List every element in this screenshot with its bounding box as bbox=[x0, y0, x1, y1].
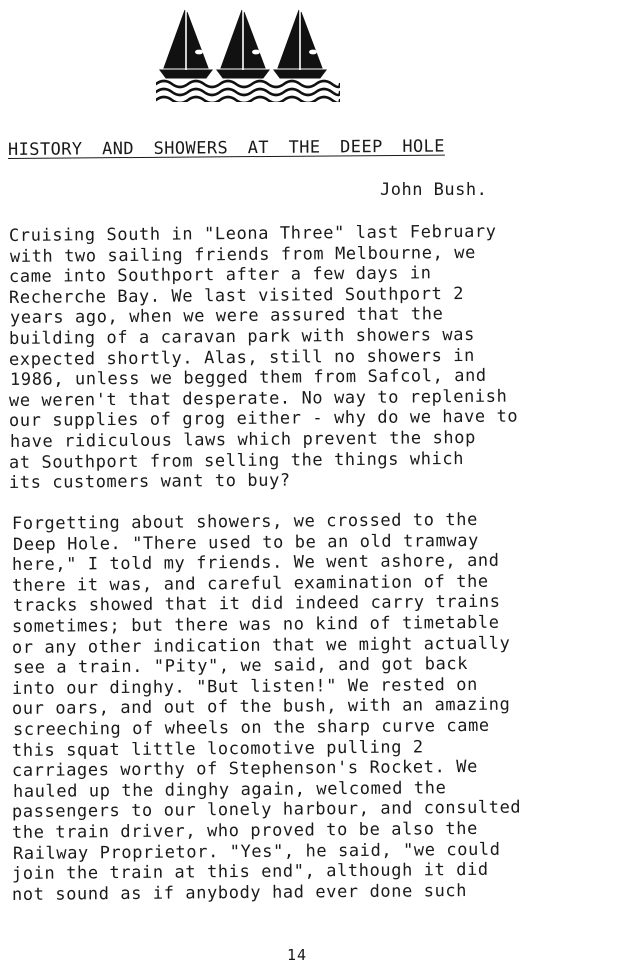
waves-icon bbox=[156, 81, 340, 102]
text-line: have ridiculous laws which prevent the shop bbox=[9, 427, 476, 452]
text-line: Cruising South in "Leona Three" last February bbox=[8, 221, 497, 246]
text-line: passengers to our lonely harbour, and consulted bbox=[11, 797, 522, 823]
text-line: came into Southport after a few days in bbox=[8, 263, 432, 288]
text-line: sometimes; but there was no kind of timetable bbox=[11, 612, 500, 637]
text-line: hauled up the dinghy again, welcomed the bbox=[12, 778, 447, 802]
text-line: or any other indication that we might actually bbox=[11, 633, 511, 658]
text-line: into our dinghy. "But listen!" We rested on bbox=[11, 674, 478, 699]
text-line: Recherche Bay. We last visited Southport 2 bbox=[8, 283, 465, 308]
text-line: its customers want to buy? bbox=[8, 470, 291, 494]
text-line: there it was, and careful examination of the bbox=[11, 571, 489, 596]
sailboats-logo-icon bbox=[156, 6, 340, 102]
author-name: John Bush. bbox=[380, 180, 488, 200]
text-line: see a train. "Pity", we said, and got back bbox=[12, 654, 469, 679]
page-number: 14 bbox=[287, 946, 308, 964]
text-line: expected shortly. Alas, still no showers in bbox=[8, 345, 475, 370]
text-line: at Southport from selling the things which bbox=[8, 448, 465, 473]
text-line: this squat little locomotive pulling 2 bbox=[11, 737, 424, 761]
sailboat-icon bbox=[274, 10, 326, 78]
text-line: tracks showed that it did indeed carry trains bbox=[12, 592, 501, 617]
text-line: our oars, and out of the bush, with an amazing bbox=[11, 695, 511, 720]
text-line: our supplies of grog either - why do we have to bbox=[8, 406, 519, 432]
text-line: not sound as if anybody had ever done such bbox=[11, 880, 468, 905]
text-line: Forgetting about showers, we crossed to the bbox=[11, 509, 478, 534]
text-line: building of a caravan park with showers was bbox=[8, 324, 475, 349]
text-line: here," I told my friends. We went ashore, and bbox=[11, 550, 500, 576]
text-line: Railway Proprietor. "Yes", he said, "we could bbox=[12, 839, 501, 864]
text-line: the train driver, who proved to be also the bbox=[11, 818, 478, 843]
sailboat-icon bbox=[160, 10, 212, 78]
text-line: 1986, unless we begged them from Safcol, and bbox=[9, 366, 487, 391]
sailboat-icon bbox=[217, 10, 269, 78]
text-line: Deep Hole. "There used to be an old tramway bbox=[12, 530, 479, 555]
article-title: HISTORY AND SHOWERS AT THE DEEP HOLE bbox=[7, 136, 445, 160]
text-line: screeching of wheels on the sharp curve came bbox=[12, 715, 490, 740]
text-line: carriages worthy of Stephenson's Rocket. We bbox=[11, 757, 478, 782]
text-line: with two sailing friends from Melbourne, we bbox=[9, 242, 476, 267]
text-line: years ago, when we were assured that the bbox=[9, 304, 444, 329]
text-line: join the train at this end", although it did bbox=[11, 860, 489, 885]
text-line: we weren't that desperate. No way to replenish bbox=[8, 386, 508, 411]
